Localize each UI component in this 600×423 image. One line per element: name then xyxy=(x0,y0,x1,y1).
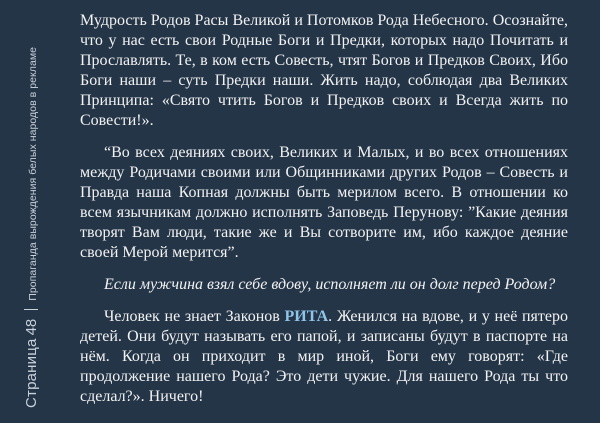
rita-highlight: РИТА xyxy=(284,308,329,325)
paragraph-4-start: Человек не знает Законов xyxy=(104,308,285,325)
paragraph-2-quote: “Во всех деяниях своих, Великих и Малых, и во всех отношениях между Родичами своими или Общинниками других Родов – Совесть и Правда наша Копная должны быть мерилом всего. В отношении ко всем язычникам должно исполнять Заповедь Перунову: ”Какие деяния творят Вам люди, такие же и Вы сотворите им, ибо каждое деяние своей Мерой мерится”. xyxy=(80,144,568,261)
paragraph-4 xyxy=(80,307,568,407)
page-body xyxy=(80,11,568,407)
page-number: 48 xyxy=(23,318,40,336)
page-label: Страница xyxy=(23,338,40,408)
paragraph-1: Мудрость Родов Расы Великой и Потомков Рода Небесного. Осознайте, что у нас есть свои Родные Боги и Предки, которых надо Почитать и Прославлять. Те, в ком есть Совесть, чтят Богов и Предков Своих, Ибо Боги наши – суть Предки наши. Жить надо, соблюдая два Великих Принципа: «Свято чтить Богов и Предков своих и Всегда жить по Совести!». xyxy=(80,12,568,129)
sidebar-vertical-text xyxy=(22,47,40,408)
book-title-caption: Пропаганда вырождения белых народов в рекламе xyxy=(27,46,39,301)
paragraph-3-question: Если мужчина взял себе вдову, исполняет ли он долг перед Родом? xyxy=(104,276,556,293)
sidebar-divider xyxy=(24,309,38,310)
paragraph-4-end: . Женился на вдове, и у неё пятеро детей. Они будут называть его папой, и записаны будут в паспорте на нём. Когда он приходит в мир иной, Боги ему говорят: «Где продолжение нашего Рода? Это дети чужие. Для нашего Рода ты что сделал?». Ничего! xyxy=(80,308,569,405)
sidebar xyxy=(0,0,44,423)
